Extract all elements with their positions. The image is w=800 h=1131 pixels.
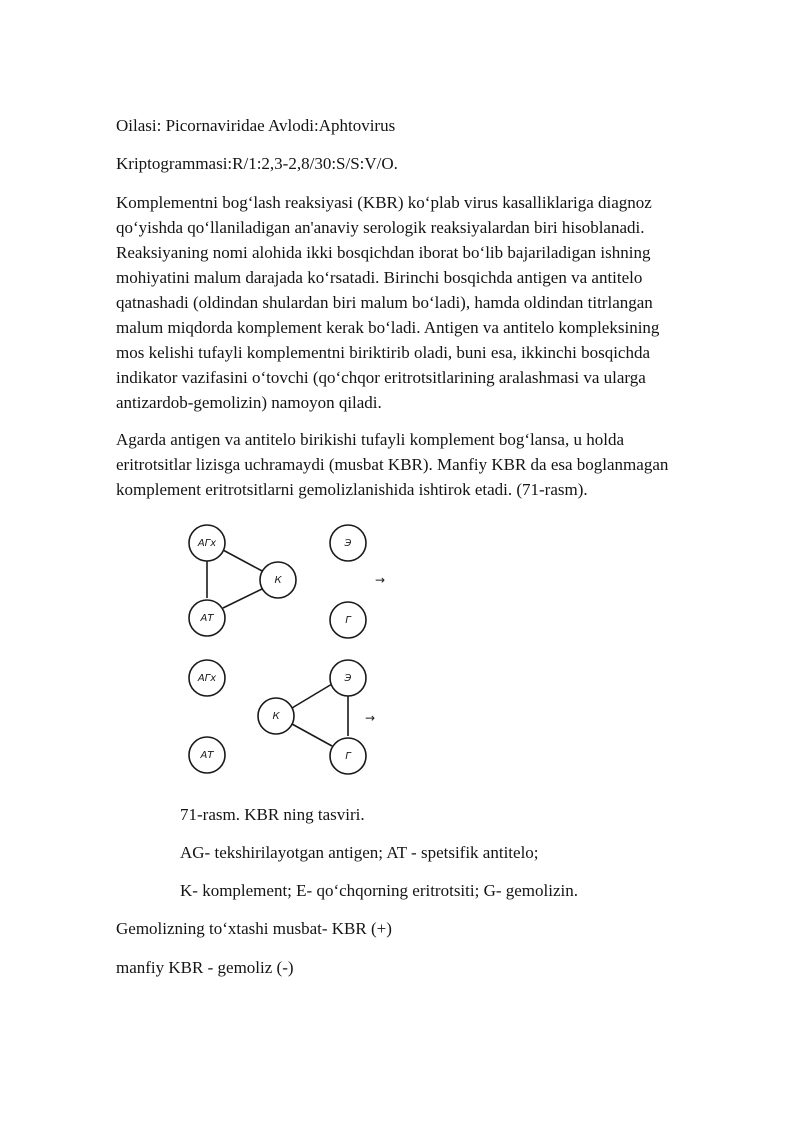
- kbr-diagram-svg: [170, 510, 410, 800]
- text-line: eritrotsitlar lizisga uchramaydi (musbat KBR). Manfiy KBR da esa boglanmagan: [116, 455, 669, 474]
- text-line: malum miqdorda komplement kerak bo‘ladi. Antigen va antitelo kompleksining: [116, 318, 660, 337]
- label-complement-top: К: [274, 575, 282, 586]
- paragraph-kbr-result: [116, 427, 756, 502]
- edge-at-k: [223, 588, 264, 608]
- figure-caption-legend-1: AG- tekshirilayotgan antigen; AT - spetsifik antitelo;: [180, 843, 539, 862]
- figure-caption-legend-2: K- komplement; E- qo‘chqorning eritrotsiti; G- gemolizin.: [180, 881, 578, 900]
- label-antibody-bottom: АТ: [200, 750, 214, 761]
- kbr-diagram: [170, 510, 410, 800]
- paragraph-kbr-intro: [116, 190, 756, 415]
- note-negative: manfiy KBR - gemoliz (-): [116, 958, 294, 977]
- text-line: Agarda antigen va antitelo birikishi tufayli komplement bog‘lansa, u holda: [116, 430, 624, 449]
- text-line: Komplementni bog‘lash reaksiyasi (KBR) ko‘plab virus kasalliklariga diagnoz: [116, 193, 652, 212]
- arrow-bottom: →: [365, 711, 376, 725]
- figure-caption-title: 71-rasm. KBR ning tasviri.: [180, 805, 365, 824]
- cryptogram-line: Kriptogrammasi:R/1:2,3-2,8/30:S/S:V/O.: [116, 154, 398, 173]
- label-antigen-top: АГх: [197, 538, 217, 549]
- note-positive: Gemolizning to‘xtashi musbat- KBR (+): [116, 919, 392, 938]
- text-line: qo‘yishda qo‘llaniladigan an'anaviy serologik reaksiyalardan biri hisoblanadi.: [116, 218, 645, 237]
- text-line: indikator vazifasini o‘tovchi (qo‘chqor eritrotsitlarining aralashmasi va ularga: [116, 368, 646, 387]
- label-antibody-top: АТ: [200, 613, 214, 624]
- text-line: komplement eritrotsitlarni gemolizlanishida ishtirok etadi. (71-rasm).: [116, 480, 588, 499]
- edge-agx-k: [223, 550, 264, 572]
- label-erythrocyte-bottom: Э: [344, 673, 352, 684]
- label-antigen-bottom: АГх: [197, 673, 217, 684]
- edge-k-g: [292, 724, 332, 746]
- label-hemolysin-bottom: Г: [345, 751, 351, 762]
- label-hemolysin-top: Г: [345, 615, 351, 626]
- family-genus-line: Oilasi: Picornaviridae Avlodi:Aphtovirus: [116, 116, 396, 135]
- label-complement-bottom: К: [272, 711, 280, 722]
- text-line: qatnashadi (oldindan shulardan biri malum bo‘ladi), hamda oldindan titrlangan: [116, 293, 653, 312]
- text-line: mos kelishi tufayli komplementni biriktirib oladi, buni esa, ikkinchi bosqichda: [116, 343, 651, 362]
- arrow-top: →: [375, 573, 386, 587]
- label-erythrocyte-top: Э: [344, 538, 352, 549]
- text-line: mohiyatini malum darajada ko‘rsatadi. Birinchi bosqichda antigen va antitelo: [116, 268, 643, 287]
- text-line: antizardob-gemolizin) namoyon qiladi.: [116, 393, 382, 412]
- text-line: Reaksiyaning nomi alohida ikki bosqichdan iborat bo‘lib bajariladigan ishning: [116, 243, 651, 262]
- edge-k-e: [292, 684, 332, 708]
